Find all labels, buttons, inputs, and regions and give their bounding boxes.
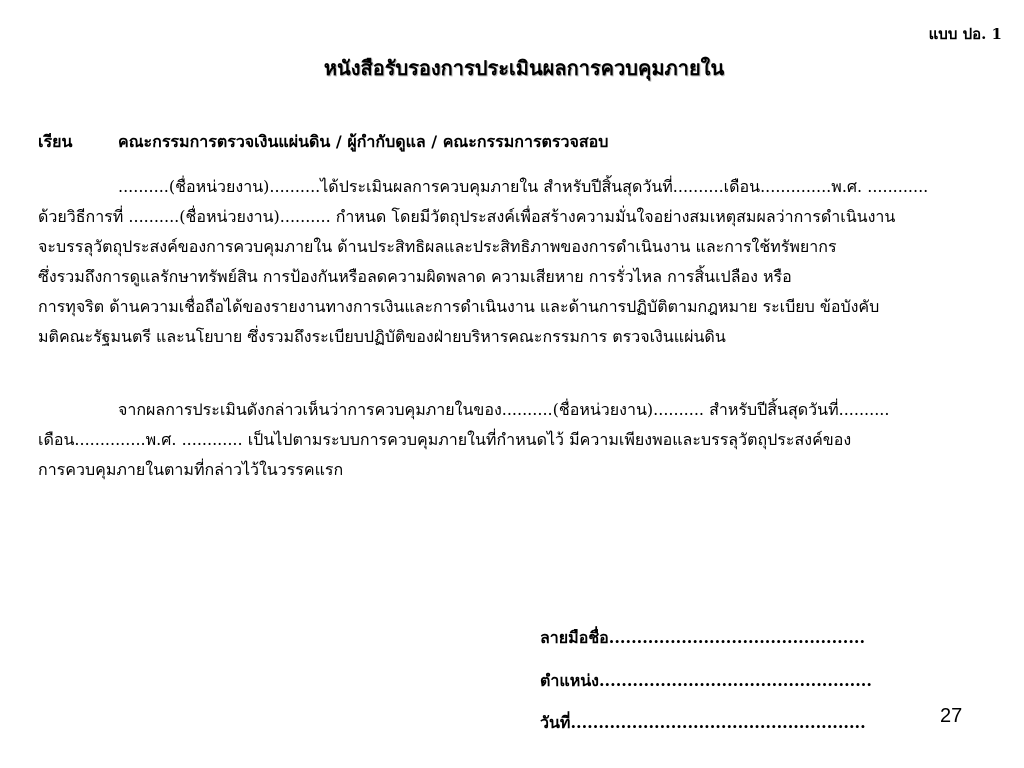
paragraph-line: การควบคุมภายในตามที่กล่าวไว้ในวรรคแรก <box>38 460 344 479</box>
salutation <box>38 130 608 155</box>
page-number: 27 <box>940 705 963 727</box>
paragraph-line: จะบรรลุวัตถุประสงค์ของการควบคุมภายใน ด้านประสิทธิผลและประสิทธิภาพของการดำเนินงาน และการใช้ทรัพยากร <box>38 237 837 256</box>
paragraph-line: ซึ่งรวมถึงการดูแลรักษาทรัพย์สิน การป้องกันหรือลดความผิดพลาด ความเสียหาย การรั่วไหล การสิ้นเปลือง หรือ <box>38 267 792 286</box>
salutation-label: เรียน <box>38 132 73 151</box>
signature-position-line: ตำแหน่ง................................................. <box>540 671 872 690</box>
paragraph-line: การทุจริต ด้านความเชื่อถือได้ของรายงานทางการเงินและการดำเนินงาน และด้านการปฏิบัติตามกฎหมาย ระเบียบ ข้อบังคับ <box>38 297 880 316</box>
signature-name-line: ลายมือชื่อ.............................................. <box>540 628 866 647</box>
paragraph-line: ..........(ชื่อหน่วยงาน)..........ได้ประเมินผลการควบคุมภายใน สำหรับปีสิ้นสุดวันที่..........เดือน..............พ.ศ. ............ <box>118 177 929 196</box>
paragraph-line: จากผลการประเมินดังกล่าวเห็นว่าการควบคุมภายในของ..........(ชื่อหน่วยงาน).......... สำหรับปีสิ้นสุดวันที่.......... <box>118 400 890 419</box>
paragraph-assessment <box>38 172 986 352</box>
document-title: หนังสือรับรองการประเมินผลการควบคุมภายใน <box>323 56 725 80</box>
paragraph-line: เดือน..............พ.ศ. ............ เป็นไปตามระบบการควบคุมภายในที่กำหนดไว้ มีความเพียงพอและบรรลุวัตถุประสงค์ของ <box>38 430 852 449</box>
paragraph-conclusion <box>38 395 986 485</box>
form-code: แบบ ปอ. 1 <box>928 25 1002 43</box>
paragraph-line: ด้วยวิธีการที่ ..........(ชื่อหน่วยงาน).......... กำหนด โดยมีวัตถุประสงค์เพื่อสร้างความมั่นใจอย่างสมเหตุสมผลว่าการดำเนินงาน <box>38 207 896 226</box>
paragraph-line: มติคณะรัฐมนตรี และนโยบาย ซึ่งรวมถึงระเบียบปฏิบัติของฝ่ายบริหารคณะกรรมการ ตรวจเงินแผ่นดิน <box>38 327 726 346</box>
salutation-recipient: คณะกรรมการตรวจเงินแผ่นดิน / ผู้กำกับดูแล / คณะกรรมการตรวจสอบ <box>118 132 609 151</box>
signature-date-line: วันที่..................................................... <box>540 713 866 732</box>
